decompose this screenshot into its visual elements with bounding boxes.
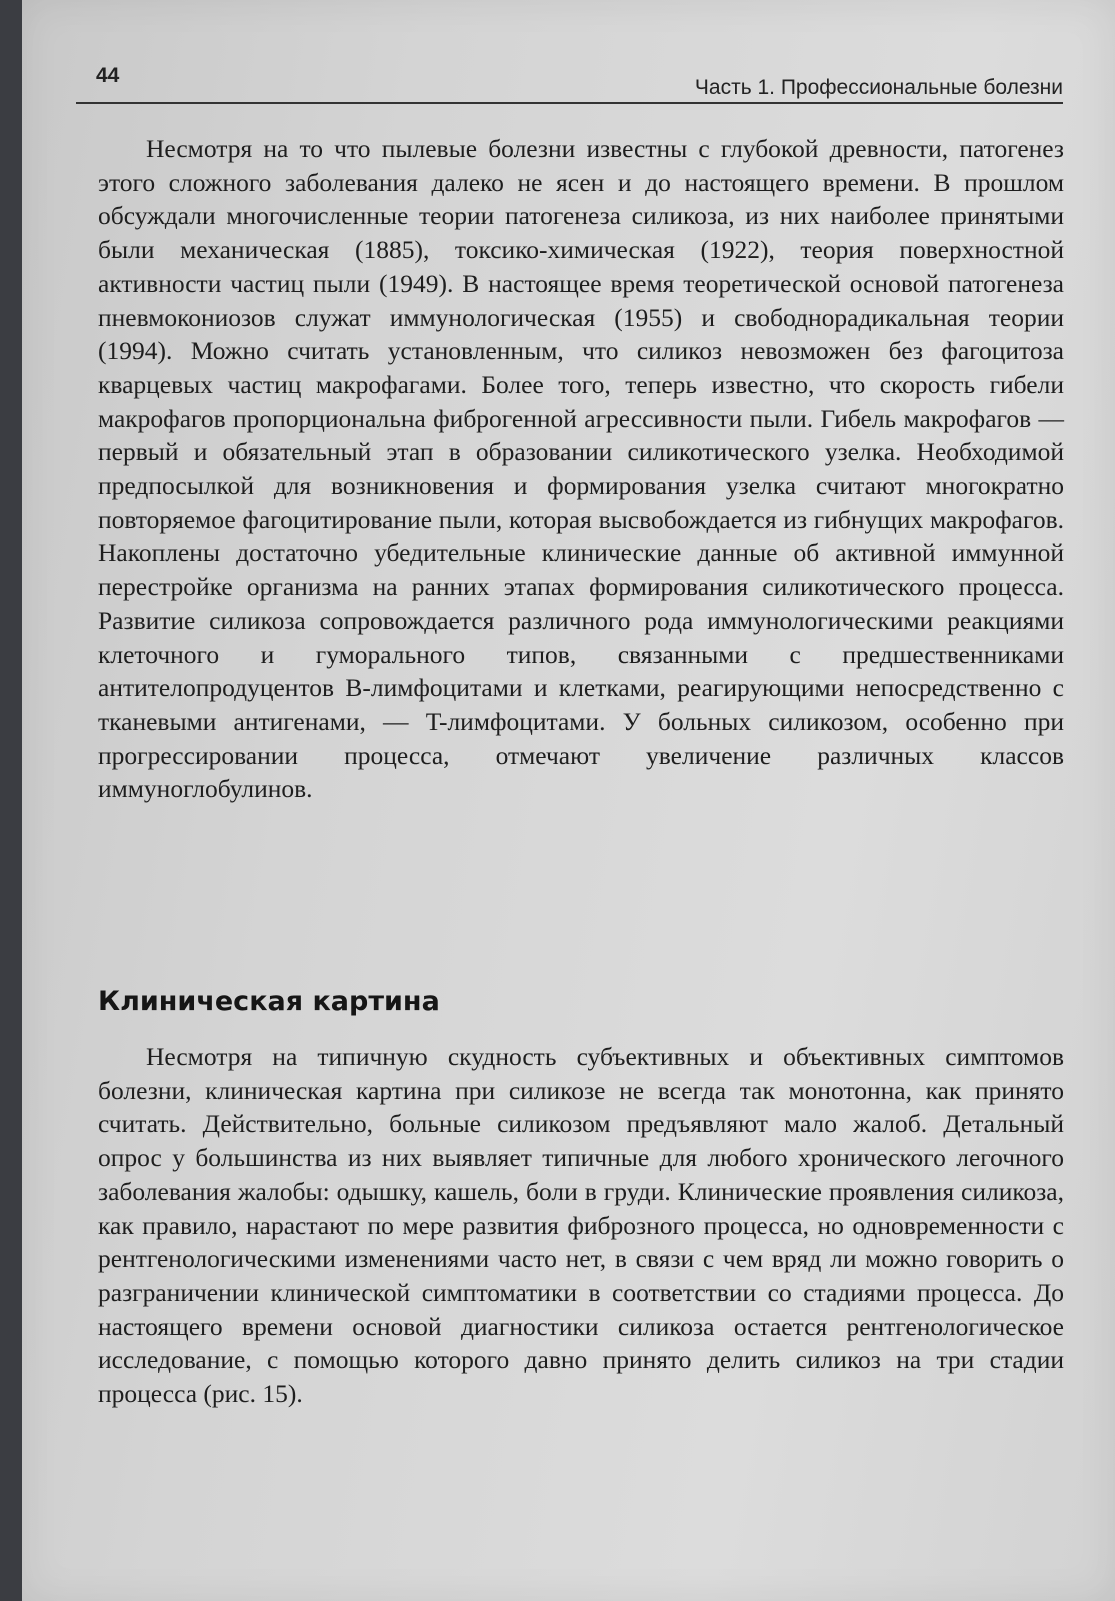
paragraph-text: Несмотря на то что пылевые болезни известны с глубокой древности, патогенез этого сложного заболевания далеко не ясен и до настоящего времени. В прошлом обсуждали многочисленные теории патогенеза силикоза, из них наиболее принятыми были механическая (1885), токсико-химическая (1922), теория поверхностной активности частиц пыли (1949). В настоящее время теоретической основой патогенеза пневмокониозов служат иммунологическая (1955) и свободнорадикальная теории (1994). Можно считать установленным, что силикоз невозможен без фагоцитоза кварцевых частиц макрофагами. Более того, теперь известно, что скорость гибели макрофагов пропорциональна фиброгенной агрессивности пыли. Гибель макрофагов — первый и обязательный этап в образовании силикотического узелка. Необходимой предпосылкой для возникновения и формирования узелка считают многократно повторяемое фагоцитирование пыли, которая высвобождается из гибнущих макрофагов. Накоплены достаточно убедительные клинические данные об активной иммунной перестройке организма на ранних этапах формирования силикотического процесса. Развитие силикоза сопровождается различного рода иммунологическими реакциями клеточного и гуморального типов, связанными с предшественниками антителопродуцентов B-лимфоцитами и клетками, реагирующими непосредственно с тканевыми антигенами, — T-лимфоцитами. У больных силикозом, особенно при прогрессировании процесса, отмечают увеличение различных классов иммуноглобулинов.: [98, 134, 1064, 804]
paragraph-pathogenesis: [98, 132, 1064, 806]
page-number: 44: [96, 64, 120, 87]
paragraph-clinical-picture: [98, 1040, 1064, 1411]
running-head: Часть 1. Профессиональные болезни: [694, 76, 1063, 99]
section-heading: Клиническая картина: [98, 986, 440, 1017]
page-header: [76, 58, 1063, 104]
paragraph-text: Несмотря на типичную скудность субъективных и объективных симптомов болезни, клиническая картина при силикозе не всегда так монотонна, как принято считать. Действительно, больные силикозом предъявляют мало жалоб. Детальный опрос у большинства из них выявляет типичные для любого хронического легочного заболевания жалобы: одышку, кашель, боли в груди. Клинические проявления силикоза, как правило, нарастают по мере развития фиброзного процесса, но одновременности с рентгенологическими изменениями часто нет, в связи с чем вряд ли можно говорить о разграничении клинической симптоматики в соответствии со стадиями процесса. До настоящего времени основой диагностики силикоза остается рентгенологическое исследование, с помощью которого давно принято делить силикоз на три стадии процесса (рис. 15).: [98, 1042, 1064, 1409]
book-page: [22, 0, 1115, 1601]
